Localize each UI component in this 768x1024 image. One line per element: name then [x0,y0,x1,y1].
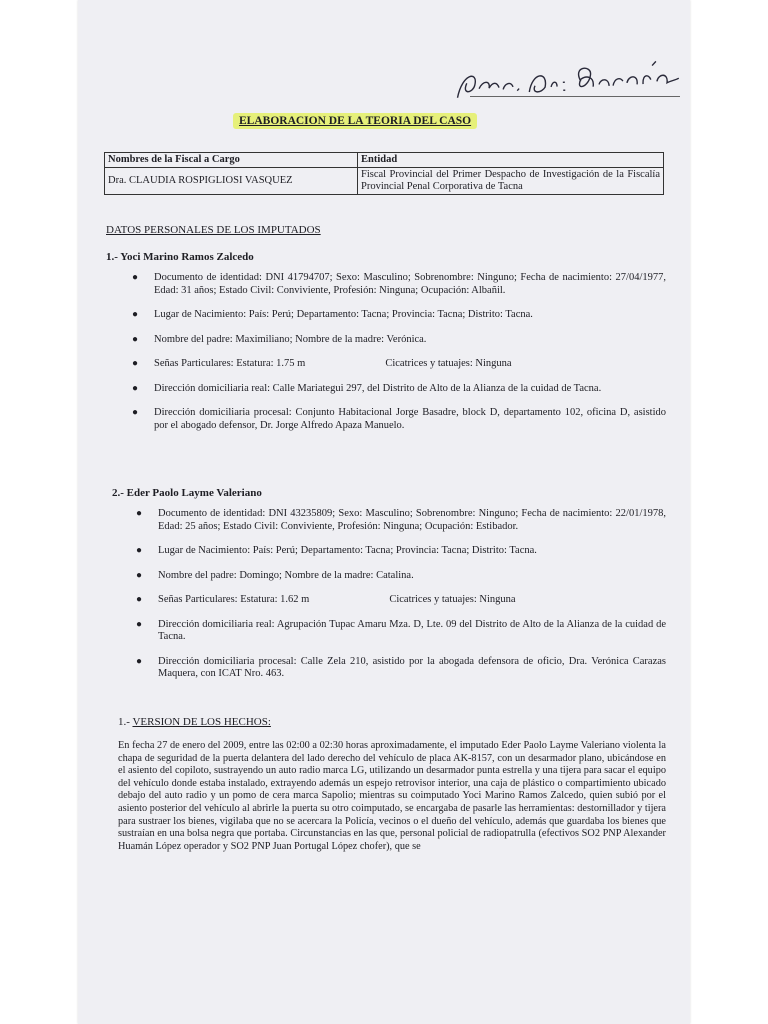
hechos-heading [118,716,271,728]
hechos-number: 1.- [118,716,130,728]
bullet-icon: ● [132,272,139,283]
list-item: ● Dirección domiciliaria procesal: Conjunto Habitacional Jorge Basadre, block D, departamento 102, oficina D, asistido por el abogado defensor, Dr. Jorge Alfredo Apaza Manuelo. [132,407,666,431]
list-item: ● Lugar de Nacimiento: País: Perú; Departamento: Tacna; Provincia: Tacna; Distrito: Tacna. [132,309,533,320]
fiscal-table [104,152,664,195]
signature-scribble [452,56,684,108]
bullet-icon: ● [132,382,139,394]
bullet-icon: ● [136,508,143,519]
fiscal-name-cell: Dra. CLAUDIA ROSPIGLIOSI VASQUEZ [105,168,358,195]
bullet-icon: ● [132,407,139,418]
bullet-icon: ● [136,545,143,556]
imputado-1-heading: 1.- Yoci Marino Ramos Zalcedo [106,251,254,263]
entity-cell: Fiscal Provincial del Primer Despacho de Investigación de la Fiscalía Provincial Penal Corporativa de Tacna [358,168,664,195]
list-item: ● Lugar de Nacimiento: País: Perú; Departamento: Tacna; Provincia: Tacna; Distrito: Tacna. [136,545,537,556]
entity-header-cell: Entidad [358,153,664,168]
table-header-row [105,153,664,168]
bullet-icon: ● [132,309,139,320]
list-item: ● Dirección domiciliaria real: Agrupación Tupac Amaru Mza. D, Lte. 09 del Distrito de Alto de la Alianza de la cuidad de Tacna. [136,618,666,642]
signature-underline [470,96,680,97]
hechos-title: VERSION DE LOS HECHOS: [132,716,271,728]
hechos-paragraph: En fecha 27 de enero del 2009, entre las 02:00 a 02:30 horas aproximadamente, el imputado Eder Paolo Layme Valeriano violenta la chapa de seguridad de la puerta delantera del lado derecho del vehículo de placa AK-8157, con un desarmador plano, ubicándose en el asiento del copiloto, sustrayendo un auto radio marca LG, utilizando un desarmador punta estrella y una tijera para sacar el equipo del vehículo donde estaba instalado, extrayendo además un espejo retrovisor interior, una caja de plástico o compartimiento ubicado debajo del auto radio y un pomo de cera marca Sapolio; mientras su coimputado Yoci Marino Ramos Zalcedo, quien subió por el asiento posterior del vehículo al abrirle la puerta su otro coimputado, se encargaba de pasarle las herramientas: destornillador y tijera para sustraer los bienes, vigilaba que no se acercara la Policía, vecinos o el dueño del vehículo, además que guardaba los bienes que sustraían en una bolsa negra que portaba. Circunstancias en las que, personal policial de radiopatrulla (efectivos SO2 PNP Alexander Huamán López operador y SO2 PNP Juan Portugal López chofer), que se [118,740,666,852]
imputado-1-list [126,272,666,444]
list-item: ● Dirección domiciliaria procesal: Calle Zela 210, asistido por la abogada defensora de oficio, Dra. Verónica Carazas Maquera, con ICAT Nro. 463. [136,655,666,679]
document-page [78,0,690,1024]
list-item: ● Señas Particulares: Estatura: 1.62 m Cicatrices y tatuajes: Ninguna [136,594,516,605]
list-item: ● Nombre del padre: Domingo; Nombre de la madre: Catalina. [136,569,414,581]
bullet-icon: ● [136,594,143,605]
section-datos-personales: DATOS PERSONALES DE LOS IMPUTADOS [106,224,321,236]
document-content [78,0,690,1024]
bullet-icon: ● [132,333,139,345]
table-row [105,168,664,195]
list-item: ● Nombre del padre: Maximiliano; Nombre de la madre: Verónica. [132,333,427,345]
list-item: ● Dirección domiciliaria real: Calle Mariategui 297, del Distrito de Alto de la Alianza de la cuidad de Tacna. [132,382,602,394]
list-item: ● Documento de identidad: DNI 41794707; Sexo: Masculino; Sobrenombre: Ninguno; Fecha de nacimiento: 27/04/1977, Edad: 31 años; Estado Civil: Conviviente, Profesión: Ninguna; Ocupación: Albañil. [132,272,666,296]
document-title: ELABORACION DE LA TEORIA DEL CASO [233,113,477,129]
bullet-icon: ● [136,655,143,667]
bullet-icon: ● [136,618,143,630]
bullet-icon: ● [136,569,143,581]
list-item: ● Señas Particulares: Estatura: 1.75 m Cicatrices y tatuajes: Ninguna [132,358,512,369]
handwritten-signature [452,56,684,114]
imputado-2-heading: 2.- Eder Paolo Layme Valeriano [112,487,262,499]
imputado-2-list [130,508,666,693]
fiscal-header-cell: Nombres de la Fiscal a Cargo [105,153,358,168]
bullet-icon: ● [132,358,139,369]
list-item: ● Documento de identidad: DNI 43235809; Sexo: Masculino; Sobrenombre: Ninguno; Fecha de nacimiento: 22/01/1978, Edad: 25 años; Estado Civil: Conviviente, Profesión: Ninguna; Ocupación: Estibador. [136,508,666,532]
